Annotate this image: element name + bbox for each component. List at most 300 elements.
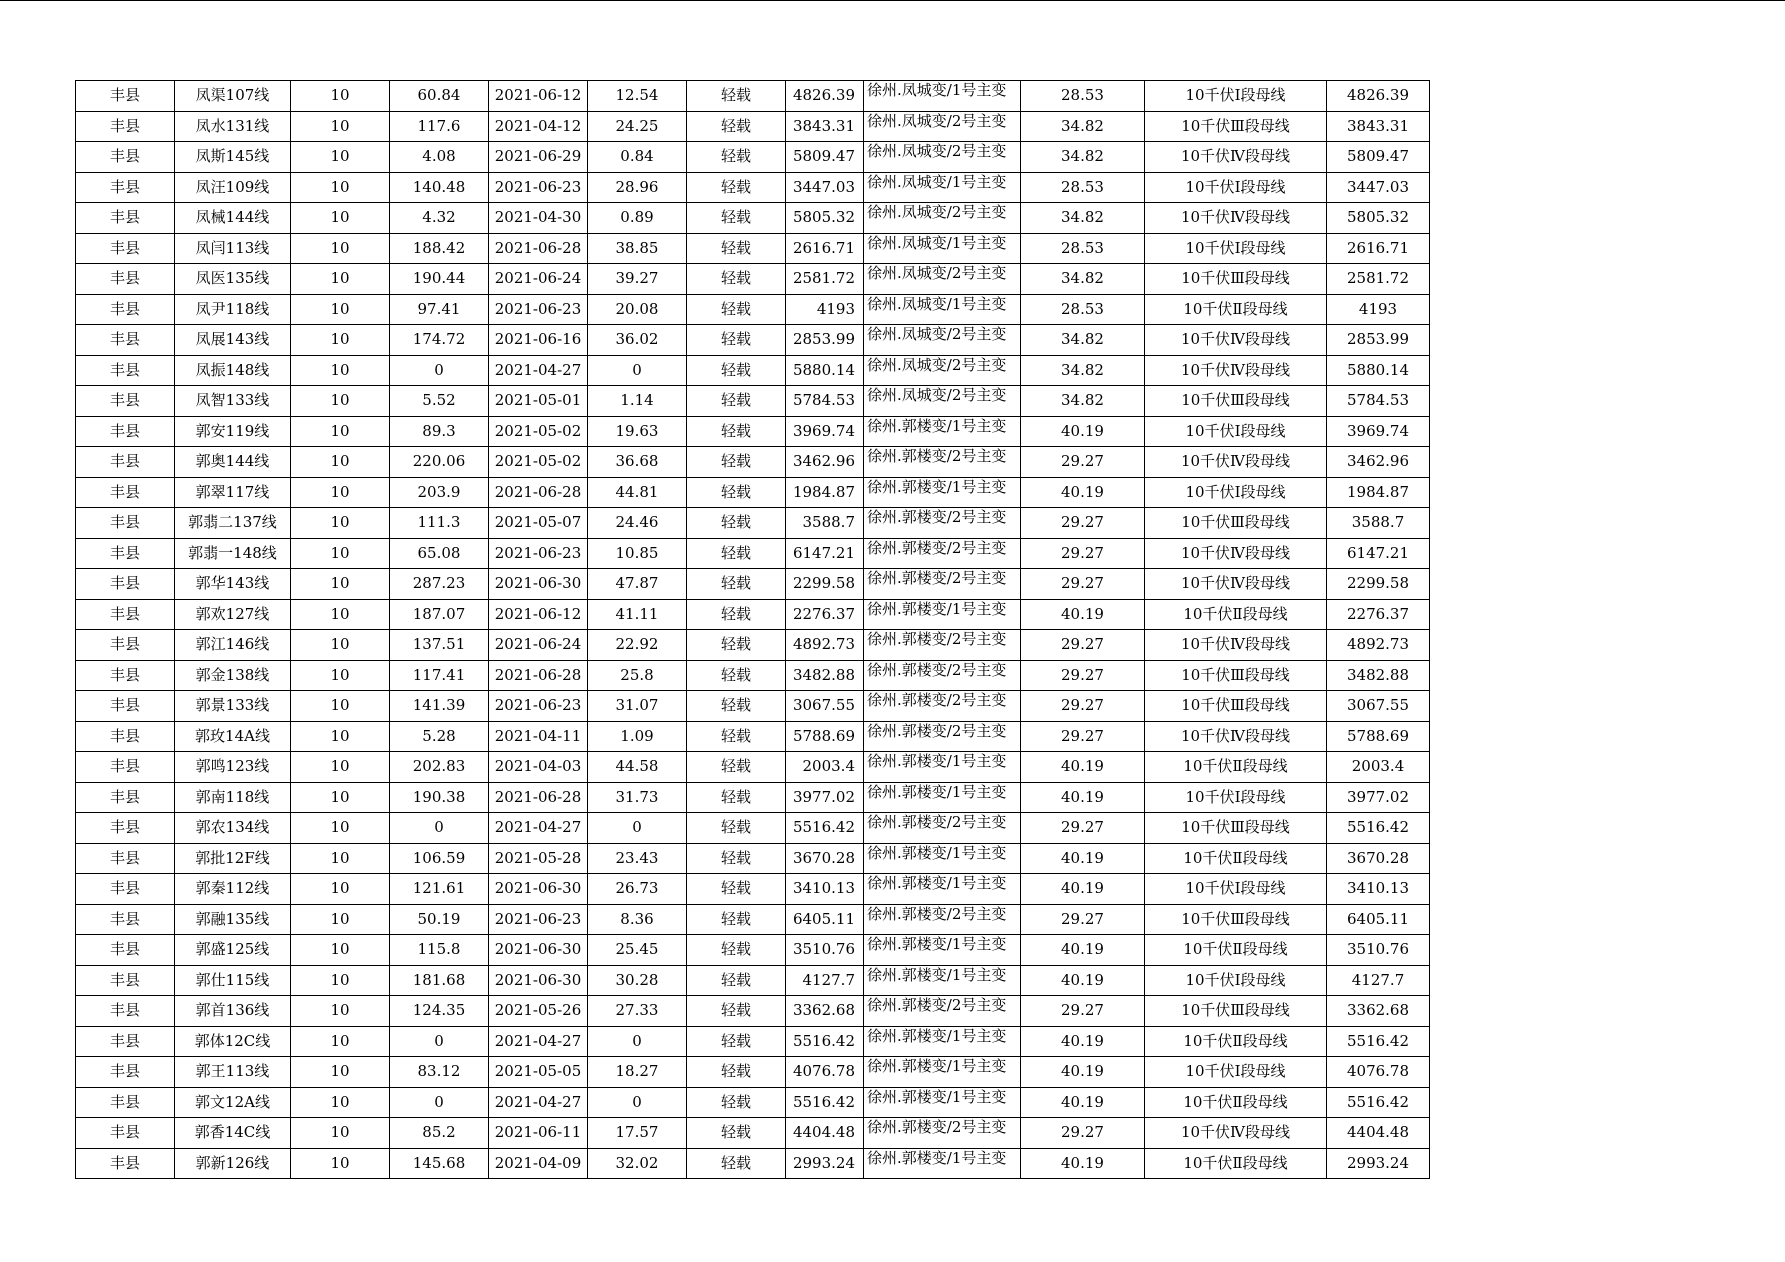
cell-date: 2021-06-12 <box>489 81 588 112</box>
table-row <box>76 1118 1430 1149</box>
cell-bus: 10千伏Ⅳ段母线 <box>1145 325 1327 356</box>
cell-status: 轻载 <box>687 660 786 691</box>
cell-voltage: 10 <box>291 935 390 966</box>
cell-rate: 1.09 <box>588 721 687 752</box>
cell-bus: 10千伏Ⅱ段母线 <box>1145 294 1327 325</box>
cell-rate: 23.43 <box>588 843 687 874</box>
cell-value_c: 3462.96 <box>1327 447 1430 478</box>
cell-bus: 10千伏Ⅱ段母线 <box>1145 1026 1327 1057</box>
cell-line: 郭翡二137线 <box>175 508 291 539</box>
cell-rate: 17.57 <box>588 1118 687 1149</box>
cell-value_a: 117.41 <box>390 660 489 691</box>
cell-voltage: 10 <box>291 203 390 234</box>
cell-status: 轻载 <box>687 355 786 386</box>
cell-status: 轻载 <box>687 386 786 417</box>
cell-value_a: 106.59 <box>390 843 489 874</box>
cell-bus: 10千伏Ⅰ段母线 <box>1145 965 1327 996</box>
table-row <box>76 1148 1430 1179</box>
cell-bus: 10千伏Ⅰ段母线 <box>1145 416 1327 447</box>
cell-value_b: 6405.11 <box>786 904 864 935</box>
cell-rate: 20.08 <box>588 294 687 325</box>
cell-county: 丰县 <box>76 386 175 417</box>
cell-line: 郭新126线 <box>175 1148 291 1179</box>
cell-rate: 36.02 <box>588 325 687 356</box>
cell-line: 凤展143线 <box>175 325 291 356</box>
cell-status: 轻载 <box>687 111 786 142</box>
cell-date: 2021-06-30 <box>489 874 588 905</box>
cell-status: 轻载 <box>687 294 786 325</box>
cell-value_c: 4127.7 <box>1327 965 1430 996</box>
cell-status: 轻载 <box>687 599 786 630</box>
cell-value_a: 85.2 <box>390 1118 489 1149</box>
cell-rate_b: 28.53 <box>1021 294 1145 325</box>
cell-bus: 10千伏Ⅳ段母线 <box>1145 142 1327 173</box>
table-row <box>76 325 1430 356</box>
cell-date: 2021-06-30 <box>489 935 588 966</box>
cell-value_b: 5805.32 <box>786 203 864 234</box>
cell-value_c: 3510.76 <box>1327 935 1430 966</box>
cell-county: 丰县 <box>76 325 175 356</box>
cell-date: 2021-05-05 <box>489 1057 588 1088</box>
cell-bus: 10千伏Ⅰ段母线 <box>1145 1057 1327 1088</box>
cell-value_b: 3362.68 <box>786 996 864 1027</box>
cell-rate: 1.14 <box>588 386 687 417</box>
cell-substation: 徐州.郭楼变/2号主变 <box>864 1118 1021 1149</box>
table-row <box>76 294 1430 325</box>
cell-date: 2021-06-28 <box>489 233 588 264</box>
cell-value_c: 4892.73 <box>1327 630 1430 661</box>
cell-rate: 0 <box>588 355 687 386</box>
cell-date: 2021-06-23 <box>489 294 588 325</box>
cell-status: 轻载 <box>687 233 786 264</box>
cell-rate: 0 <box>588 1087 687 1118</box>
cell-date: 2021-05-26 <box>489 996 588 1027</box>
cell-value_c: 6405.11 <box>1327 904 1430 935</box>
cell-rate: 26.73 <box>588 874 687 905</box>
cell-value_a: 117.6 <box>390 111 489 142</box>
cell-value_b: 3588.7 <box>786 508 864 539</box>
cell-substation: 徐州.郭楼变/1号主变 <box>864 1026 1021 1057</box>
cell-value_a: 0 <box>390 813 489 844</box>
cell-rate_b: 34.82 <box>1021 142 1145 173</box>
table-row <box>76 935 1430 966</box>
cell-rate: 38.85 <box>588 233 687 264</box>
cell-rate_b: 29.27 <box>1021 660 1145 691</box>
cell-rate: 25.8 <box>588 660 687 691</box>
table-row <box>76 721 1430 752</box>
cell-status: 轻载 <box>687 935 786 966</box>
cell-voltage: 10 <box>291 752 390 783</box>
cell-county: 丰县 <box>76 447 175 478</box>
cell-value_b: 4826.39 <box>786 81 864 112</box>
cell-status: 轻载 <box>687 569 786 600</box>
cell-rate_b: 28.53 <box>1021 81 1145 112</box>
cell-status: 轻载 <box>687 630 786 661</box>
cell-rate: 12.54 <box>588 81 687 112</box>
cell-substation: 徐州.郭楼变/1号主变 <box>864 599 1021 630</box>
cell-rate_b: 29.27 <box>1021 447 1145 478</box>
cell-status: 轻载 <box>687 752 786 783</box>
cell-county: 丰县 <box>76 996 175 1027</box>
cell-substation: 徐州.郭楼变/2号主变 <box>864 538 1021 569</box>
cell-bus: 10千伏Ⅳ段母线 <box>1145 569 1327 600</box>
cell-line: 郭江146线 <box>175 630 291 661</box>
cell-line: 凤水131线 <box>175 111 291 142</box>
cell-voltage: 10 <box>291 111 390 142</box>
cell-rate_b: 29.27 <box>1021 996 1145 1027</box>
cell-value_b: 4076.78 <box>786 1057 864 1088</box>
cell-rate_b: 40.19 <box>1021 752 1145 783</box>
cell-rate_b: 40.19 <box>1021 1026 1145 1057</box>
cell-line: 郭体12C线 <box>175 1026 291 1057</box>
cell-date: 2021-04-09 <box>489 1148 588 1179</box>
cell-bus: 10千伏Ⅱ段母线 <box>1145 1148 1327 1179</box>
cell-value_a: 83.12 <box>390 1057 489 1088</box>
cell-county: 丰县 <box>76 782 175 813</box>
cell-value_b: 2616.71 <box>786 233 864 264</box>
cell-value_c: 2276.37 <box>1327 599 1430 630</box>
cell-voltage: 10 <box>291 782 390 813</box>
cell-rate_b: 29.27 <box>1021 691 1145 722</box>
cell-rate: 18.27 <box>588 1057 687 1088</box>
cell-rate_b: 28.53 <box>1021 233 1145 264</box>
cell-value_b: 3510.76 <box>786 935 864 966</box>
cell-value_c: 3362.68 <box>1327 996 1430 1027</box>
table-row <box>76 843 1430 874</box>
cell-rate_b: 40.19 <box>1021 477 1145 508</box>
cell-status: 轻载 <box>687 1087 786 1118</box>
cell-rate: 47.87 <box>588 569 687 600</box>
cell-substation: 徐州.郭楼变/2号主变 <box>864 721 1021 752</box>
cell-status: 轻载 <box>687 965 786 996</box>
cell-county: 丰县 <box>76 843 175 874</box>
cell-substation: 徐州.凤城变/1号主变 <box>864 172 1021 203</box>
cell-voltage: 10 <box>291 874 390 905</box>
cell-county: 丰县 <box>76 1118 175 1149</box>
cell-value_b: 1984.87 <box>786 477 864 508</box>
cell-bus: 10千伏Ⅱ段母线 <box>1145 935 1327 966</box>
cell-substation: 徐州.郭楼变/2号主变 <box>864 569 1021 600</box>
cell-value_b: 3969.74 <box>786 416 864 447</box>
cell-value_b: 4404.48 <box>786 1118 864 1149</box>
cell-rate_b: 40.19 <box>1021 935 1145 966</box>
cell-rate_b: 40.19 <box>1021 1148 1145 1179</box>
cell-status: 轻载 <box>687 325 786 356</box>
table-row <box>76 599 1430 630</box>
cell-bus: 10千伏Ⅲ段母线 <box>1145 996 1327 1027</box>
cell-status: 轻载 <box>687 843 786 874</box>
cell-rate_b: 40.19 <box>1021 416 1145 447</box>
cell-line: 郭翠117线 <box>175 477 291 508</box>
cell-value_b: 3462.96 <box>786 447 864 478</box>
cell-substation: 徐州.郭楼变/1号主变 <box>864 782 1021 813</box>
table-row <box>76 569 1430 600</box>
cell-value_c: 3969.74 <box>1327 416 1430 447</box>
cell-line: 郭鸣123线 <box>175 752 291 783</box>
cell-rate_b: 34.82 <box>1021 111 1145 142</box>
cell-bus: 10千伏Ⅲ段母线 <box>1145 813 1327 844</box>
cell-rate: 44.58 <box>588 752 687 783</box>
cell-value_a: 4.32 <box>390 203 489 234</box>
table-row <box>76 996 1430 1027</box>
cell-value_a: 188.42 <box>390 233 489 264</box>
cell-rate: 24.46 <box>588 508 687 539</box>
cell-value_c: 6147.21 <box>1327 538 1430 569</box>
cell-status: 轻载 <box>687 874 786 905</box>
cell-county: 丰县 <box>76 416 175 447</box>
cell-substation: 徐州.郭楼变/2号主变 <box>864 904 1021 935</box>
cell-substation: 徐州.郭楼变/1号主变 <box>864 874 1021 905</box>
cell-value_a: 60.84 <box>390 81 489 112</box>
cell-bus: 10千伏Ⅳ段母线 <box>1145 447 1327 478</box>
cell-status: 轻载 <box>687 416 786 447</box>
cell-substation: 徐州.凤城变/2号主变 <box>864 203 1021 234</box>
page-top-rule <box>0 0 1785 1</box>
cell-date: 2021-06-23 <box>489 904 588 935</box>
cell-date: 2021-06-28 <box>489 477 588 508</box>
cell-status: 轻载 <box>687 538 786 569</box>
cell-status: 轻载 <box>687 1057 786 1088</box>
cell-value_c: 2003.4 <box>1327 752 1430 783</box>
cell-substation: 徐州.郭楼变/2号主变 <box>864 691 1021 722</box>
cell-date: 2021-04-27 <box>489 1087 588 1118</box>
cell-county: 丰县 <box>76 599 175 630</box>
cell-substation: 徐州.郭楼变/2号主变 <box>864 813 1021 844</box>
cell-value_c: 2853.99 <box>1327 325 1430 356</box>
cell-rate: 31.73 <box>588 782 687 813</box>
cell-value_a: 202.83 <box>390 752 489 783</box>
table-row <box>76 813 1430 844</box>
cell-date: 2021-06-23 <box>489 691 588 722</box>
cell-date: 2021-06-28 <box>489 782 588 813</box>
cell-status: 轻载 <box>687 172 786 203</box>
cell-voltage: 10 <box>291 965 390 996</box>
cell-county: 丰县 <box>76 264 175 295</box>
cell-line: 凤医135线 <box>175 264 291 295</box>
cell-value_a: 0 <box>390 1087 489 1118</box>
cell-bus: 10千伏Ⅳ段母线 <box>1145 355 1327 386</box>
cell-bus: 10千伏Ⅳ段母线 <box>1145 721 1327 752</box>
cell-value_b: 5880.14 <box>786 355 864 386</box>
cell-county: 丰县 <box>76 691 175 722</box>
cell-status: 轻载 <box>687 142 786 173</box>
cell-date: 2021-04-27 <box>489 1026 588 1057</box>
cell-line: 郭南118线 <box>175 782 291 813</box>
cell-substation: 徐州.郭楼变/2号主变 <box>864 447 1021 478</box>
cell-value_b: 3410.13 <box>786 874 864 905</box>
cell-voltage: 10 <box>291 172 390 203</box>
cell-substation: 徐州.凤城变/2号主变 <box>864 264 1021 295</box>
table-row <box>76 355 1430 386</box>
cell-substation: 徐州.郭楼变/2号主变 <box>864 630 1021 661</box>
cell-rate: 24.25 <box>588 111 687 142</box>
cell-status: 轻载 <box>687 81 786 112</box>
cell-voltage: 10 <box>291 294 390 325</box>
cell-rate: 36.68 <box>588 447 687 478</box>
cell-county: 丰县 <box>76 1026 175 1057</box>
cell-rate_b: 29.27 <box>1021 721 1145 752</box>
cell-substation: 徐州.凤城变/1号主变 <box>864 294 1021 325</box>
cell-value_b: 5788.69 <box>786 721 864 752</box>
cell-county: 丰县 <box>76 203 175 234</box>
cell-value_c: 2616.71 <box>1327 233 1430 264</box>
cell-value_b: 6147.21 <box>786 538 864 569</box>
cell-value_c: 5784.53 <box>1327 386 1430 417</box>
cell-status: 轻载 <box>687 996 786 1027</box>
cell-substation: 徐州.郭楼变/1号主变 <box>864 416 1021 447</box>
cell-value_a: 203.9 <box>390 477 489 508</box>
cell-bus: 10千伏Ⅳ段母线 <box>1145 630 1327 661</box>
cell-rate_b: 40.19 <box>1021 874 1145 905</box>
cell-date: 2021-04-27 <box>489 813 588 844</box>
cell-rate: 0.84 <box>588 142 687 173</box>
cell-value_a: 137.51 <box>390 630 489 661</box>
cell-voltage: 10 <box>291 264 390 295</box>
cell-rate_b: 40.19 <box>1021 1057 1145 1088</box>
cell-line: 郭奥144线 <box>175 447 291 478</box>
cell-value_c: 3410.13 <box>1327 874 1430 905</box>
cell-rate: 39.27 <box>588 264 687 295</box>
table-row <box>76 111 1430 142</box>
cell-value_c: 3447.03 <box>1327 172 1430 203</box>
cell-voltage: 10 <box>291 691 390 722</box>
cell-county: 丰县 <box>76 1148 175 1179</box>
cell-rate_b: 34.82 <box>1021 355 1145 386</box>
cell-line: 郭王113线 <box>175 1057 291 1088</box>
cell-rate_b: 29.27 <box>1021 1118 1145 1149</box>
cell-rate: 44.81 <box>588 477 687 508</box>
cell-value_b: 2299.58 <box>786 569 864 600</box>
cell-date: 2021-06-29 <box>489 142 588 173</box>
cell-county: 丰县 <box>76 935 175 966</box>
cell-value_c: 3067.55 <box>1327 691 1430 722</box>
cell-value_b: 2276.37 <box>786 599 864 630</box>
cell-value_b: 5784.53 <box>786 386 864 417</box>
cell-substation: 徐州.郭楼变/2号主变 <box>864 508 1021 539</box>
cell-status: 轻载 <box>687 1118 786 1149</box>
cell-bus: 10千伏Ⅲ段母线 <box>1145 691 1327 722</box>
cell-substation: 徐州.凤城变/2号主变 <box>864 111 1021 142</box>
cell-value_a: 4.08 <box>390 142 489 173</box>
cell-date: 2021-06-16 <box>489 325 588 356</box>
cell-rate: 8.36 <box>588 904 687 935</box>
cell-value_b: 2581.72 <box>786 264 864 295</box>
cell-value_a: 220.06 <box>390 447 489 478</box>
cell-voltage: 10 <box>291 1148 390 1179</box>
cell-rate_b: 40.19 <box>1021 1087 1145 1118</box>
cell-date: 2021-06-23 <box>489 538 588 569</box>
cell-rate_b: 40.19 <box>1021 782 1145 813</box>
cell-rate_b: 29.27 <box>1021 569 1145 600</box>
cell-date: 2021-04-03 <box>489 752 588 783</box>
cell-substation: 徐州.郭楼变/1号主变 <box>864 752 1021 783</box>
cell-line: 郭首136线 <box>175 996 291 1027</box>
cell-status: 轻载 <box>687 264 786 295</box>
cell-value_a: 5.52 <box>390 386 489 417</box>
cell-substation: 徐州.郭楼变/1号主变 <box>864 965 1021 996</box>
cell-date: 2021-06-23 <box>489 172 588 203</box>
cell-rate_b: 34.82 <box>1021 203 1145 234</box>
cell-county: 丰县 <box>76 752 175 783</box>
cell-bus: 10千伏Ⅲ段母线 <box>1145 904 1327 935</box>
cell-bus: 10千伏Ⅰ段母线 <box>1145 233 1327 264</box>
cell-value_b: 5516.42 <box>786 813 864 844</box>
cell-bus: 10千伏Ⅲ段母线 <box>1145 660 1327 691</box>
cell-value_a: 115.8 <box>390 935 489 966</box>
cell-rate_b: 28.53 <box>1021 172 1145 203</box>
cell-county: 丰县 <box>76 294 175 325</box>
cell-bus: 10千伏Ⅳ段母线 <box>1145 538 1327 569</box>
cell-bus: 10千伏Ⅲ段母线 <box>1145 386 1327 417</box>
table-row <box>76 386 1430 417</box>
cell-voltage: 10 <box>291 843 390 874</box>
cell-line: 郭批12F线 <box>175 843 291 874</box>
cell-substation: 徐州.凤城变/1号主变 <box>864 233 1021 264</box>
cell-value_a: 174.72 <box>390 325 489 356</box>
cell-substation: 徐州.凤城变/2号主变 <box>864 325 1021 356</box>
cell-county: 丰县 <box>76 508 175 539</box>
cell-county: 丰县 <box>76 538 175 569</box>
cell-status: 轻载 <box>687 203 786 234</box>
cell-value_c: 5809.47 <box>1327 142 1430 173</box>
cell-value_a: 5.28 <box>390 721 489 752</box>
table-row <box>76 81 1430 112</box>
cell-value_b: 4892.73 <box>786 630 864 661</box>
cell-date: 2021-06-28 <box>489 660 588 691</box>
cell-voltage: 10 <box>291 996 390 1027</box>
cell-line: 郭仕115线 <box>175 965 291 996</box>
table-row <box>76 142 1430 173</box>
cell-value_c: 4404.48 <box>1327 1118 1430 1149</box>
cell-value_a: 141.39 <box>390 691 489 722</box>
cell-status: 轻载 <box>687 813 786 844</box>
cell-substation: 徐州.凤城变/2号主变 <box>864 355 1021 386</box>
table-row <box>76 965 1430 996</box>
cell-voltage: 10 <box>291 355 390 386</box>
cell-rate_b: 40.19 <box>1021 965 1145 996</box>
cell-county: 丰县 <box>76 1057 175 1088</box>
cell-voltage: 10 <box>291 538 390 569</box>
cell-value_c: 5788.69 <box>1327 721 1430 752</box>
cell-value_b: 3482.88 <box>786 660 864 691</box>
cell-county: 丰县 <box>76 142 175 173</box>
cell-line: 郭香14C线 <box>175 1118 291 1149</box>
cell-bus: 10千伏Ⅳ段母线 <box>1145 203 1327 234</box>
cell-date: 2021-06-12 <box>489 599 588 630</box>
cell-voltage: 10 <box>291 1057 390 1088</box>
cell-rate: 0 <box>588 1026 687 1057</box>
cell-county: 丰县 <box>76 721 175 752</box>
cell-value_c: 4076.78 <box>1327 1057 1430 1088</box>
cell-voltage: 10 <box>291 325 390 356</box>
cell-rate: 22.92 <box>588 630 687 661</box>
cell-status: 轻载 <box>687 447 786 478</box>
table-row <box>76 1026 1430 1057</box>
cell-voltage: 10 <box>291 447 390 478</box>
cell-voltage: 10 <box>291 660 390 691</box>
cell-date: 2021-05-01 <box>489 386 588 417</box>
cell-status: 轻载 <box>687 1026 786 1057</box>
cell-county: 丰县 <box>76 81 175 112</box>
cell-value_b: 3977.02 <box>786 782 864 813</box>
cell-value_c: 4193 <box>1327 294 1430 325</box>
cell-line: 凤械144线 <box>175 203 291 234</box>
cell-substation: 徐州.郭楼变/1号主变 <box>864 935 1021 966</box>
table-row <box>76 416 1430 447</box>
cell-value_c: 5880.14 <box>1327 355 1430 386</box>
cell-date: 2021-06-24 <box>489 264 588 295</box>
cell-county: 丰县 <box>76 965 175 996</box>
